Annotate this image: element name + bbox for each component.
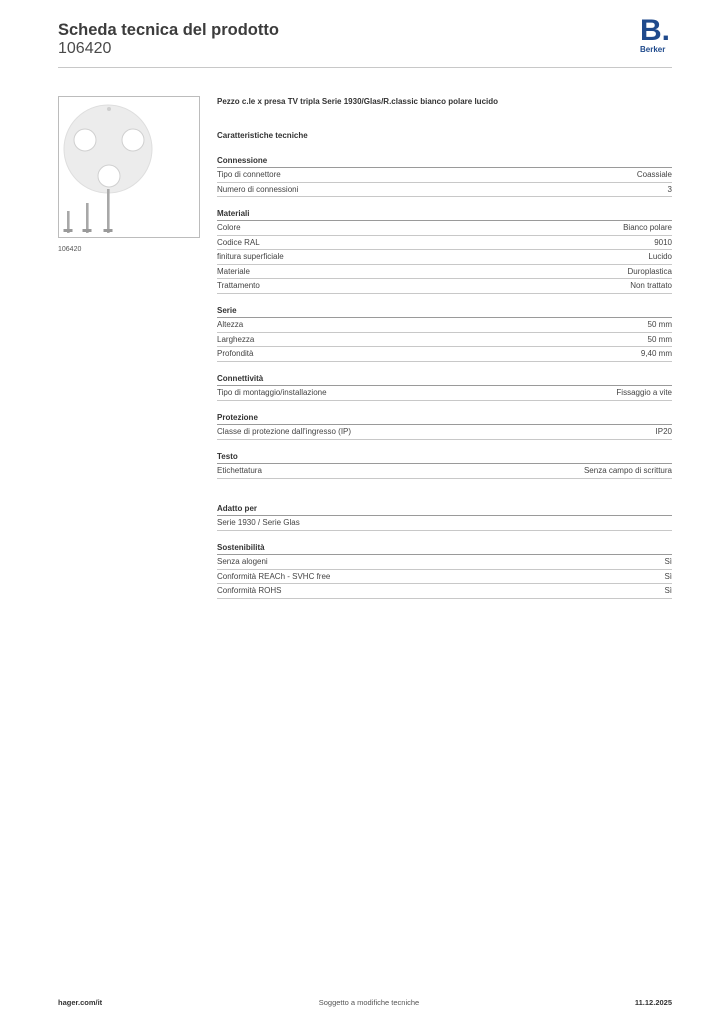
section-sostenibilita: [217, 541, 672, 599]
spec-label: Etichettatura: [217, 466, 262, 475]
tv-socket-plate-image: [59, 97, 199, 237]
spec-row: [217, 584, 672, 599]
spec-value: Fissaggio a vite: [616, 388, 672, 397]
section-title: Connessione: [217, 154, 672, 168]
spec-label: Profondità: [217, 349, 254, 359]
photo-caption: 106420: [58, 246, 82, 253]
spec-label: Trattamento: [217, 281, 260, 291]
spec-row: [217, 386, 672, 401]
section-title: Connettività: [217, 372, 672, 386]
spec-value: Sì: [664, 586, 672, 596]
section-serie: [217, 304, 672, 362]
spec-label: Conformità REACh - SVHC free: [217, 571, 331, 581]
spec-label: Tipo di connettore: [217, 170, 281, 179]
spec-value: Bianco polare: [623, 223, 672, 232]
spec-row: [217, 236, 672, 251]
spec-label: Colore: [217, 223, 241, 232]
spec-value: 9,40 mm: [640, 349, 672, 359]
spec-label: Numero di connessioni: [217, 184, 299, 194]
spec-label: Tipo di montaggio/installazione: [217, 388, 327, 397]
spec-row: [217, 221, 672, 236]
section-title: Protezione: [217, 411, 672, 425]
logo-mark: B.: [640, 14, 670, 47]
spec-row: [217, 425, 672, 440]
section-title: Adatto per: [217, 502, 672, 516]
spec-row: [217, 570, 672, 585]
spec-label: Larghezza: [217, 334, 255, 344]
spec-heading: Caratteristiche tecniche: [217, 131, 308, 140]
spec-value: Senza campo di scrittura: [583, 466, 672, 475]
spec-row: [217, 464, 672, 479]
berker-logo: [640, 16, 674, 54]
spec-value: Coassiale: [636, 170, 672, 179]
spec-label: Materiale: [217, 266, 250, 276]
spec-row: [217, 183, 672, 198]
spec-value: IP20: [655, 427, 672, 436]
spec-value: 9010: [654, 237, 672, 247]
spec-row: [217, 168, 672, 183]
spec-label: Conformità ROHS: [217, 586, 282, 596]
footer-date: 11.12.2025: [634, 998, 672, 1007]
spec-value: 50 mm: [647, 334, 672, 344]
spec-value: 50 mm: [647, 320, 672, 329]
section-title: Materiali: [217, 207, 672, 221]
spec-row: [217, 555, 672, 570]
spec-value: Non trattato: [630, 281, 672, 291]
spec-label: Altezza: [217, 320, 244, 329]
section-title: Serie: [217, 304, 672, 318]
product-photo: [58, 96, 200, 238]
spec-row: [217, 250, 672, 265]
spec-value: Lucido: [648, 252, 672, 262]
spec-row: [217, 333, 672, 348]
spec-row: [217, 265, 672, 280]
spec-row: [217, 318, 672, 333]
spec-value: Duroplastica: [627, 266, 672, 276]
footer-website: hager.com/it: [58, 998, 103, 1007]
spec-label: Senza alogeni: [217, 557, 268, 566]
product-code: 106420: [58, 40, 112, 57]
spec-value: Sì: [664, 557, 672, 566]
section-title: Testo: [217, 450, 672, 464]
section-title: Sostenibilità: [217, 541, 672, 555]
product-name: Pezzo c.le x presa TV tripla Serie 1930/Glas/R.classic bianco polare lucido: [217, 97, 499, 106]
section-protezione: [217, 411, 672, 440]
section-adatto-per: [217, 502, 672, 531]
section-materiali: [217, 207, 672, 294]
spec-value: 3: [667, 184, 672, 194]
document-title: Scheda tecnica del prodotto: [58, 21, 279, 39]
section-testo: [217, 450, 672, 479]
spec-label: Classe di protezione dall'ingresso (IP): [217, 427, 352, 436]
spec-value: Sì: [664, 571, 672, 581]
logo-word: Berker: [640, 45, 666, 54]
section-connettivita: [217, 372, 672, 401]
header-divider: [58, 67, 672, 68]
section-connessione: [217, 154, 672, 197]
footer-disclaimer: Soggetto a modifiche tecniche: [318, 998, 420, 1007]
spec-label: Codice RAL: [217, 237, 260, 247]
spec-row: [217, 347, 672, 362]
spec-row: [217, 279, 672, 294]
spec-row: [217, 516, 672, 531]
spec-label: finitura superficiale: [217, 252, 284, 262]
spec-label: Serie 1930 / Serie Glas: [217, 518, 300, 527]
